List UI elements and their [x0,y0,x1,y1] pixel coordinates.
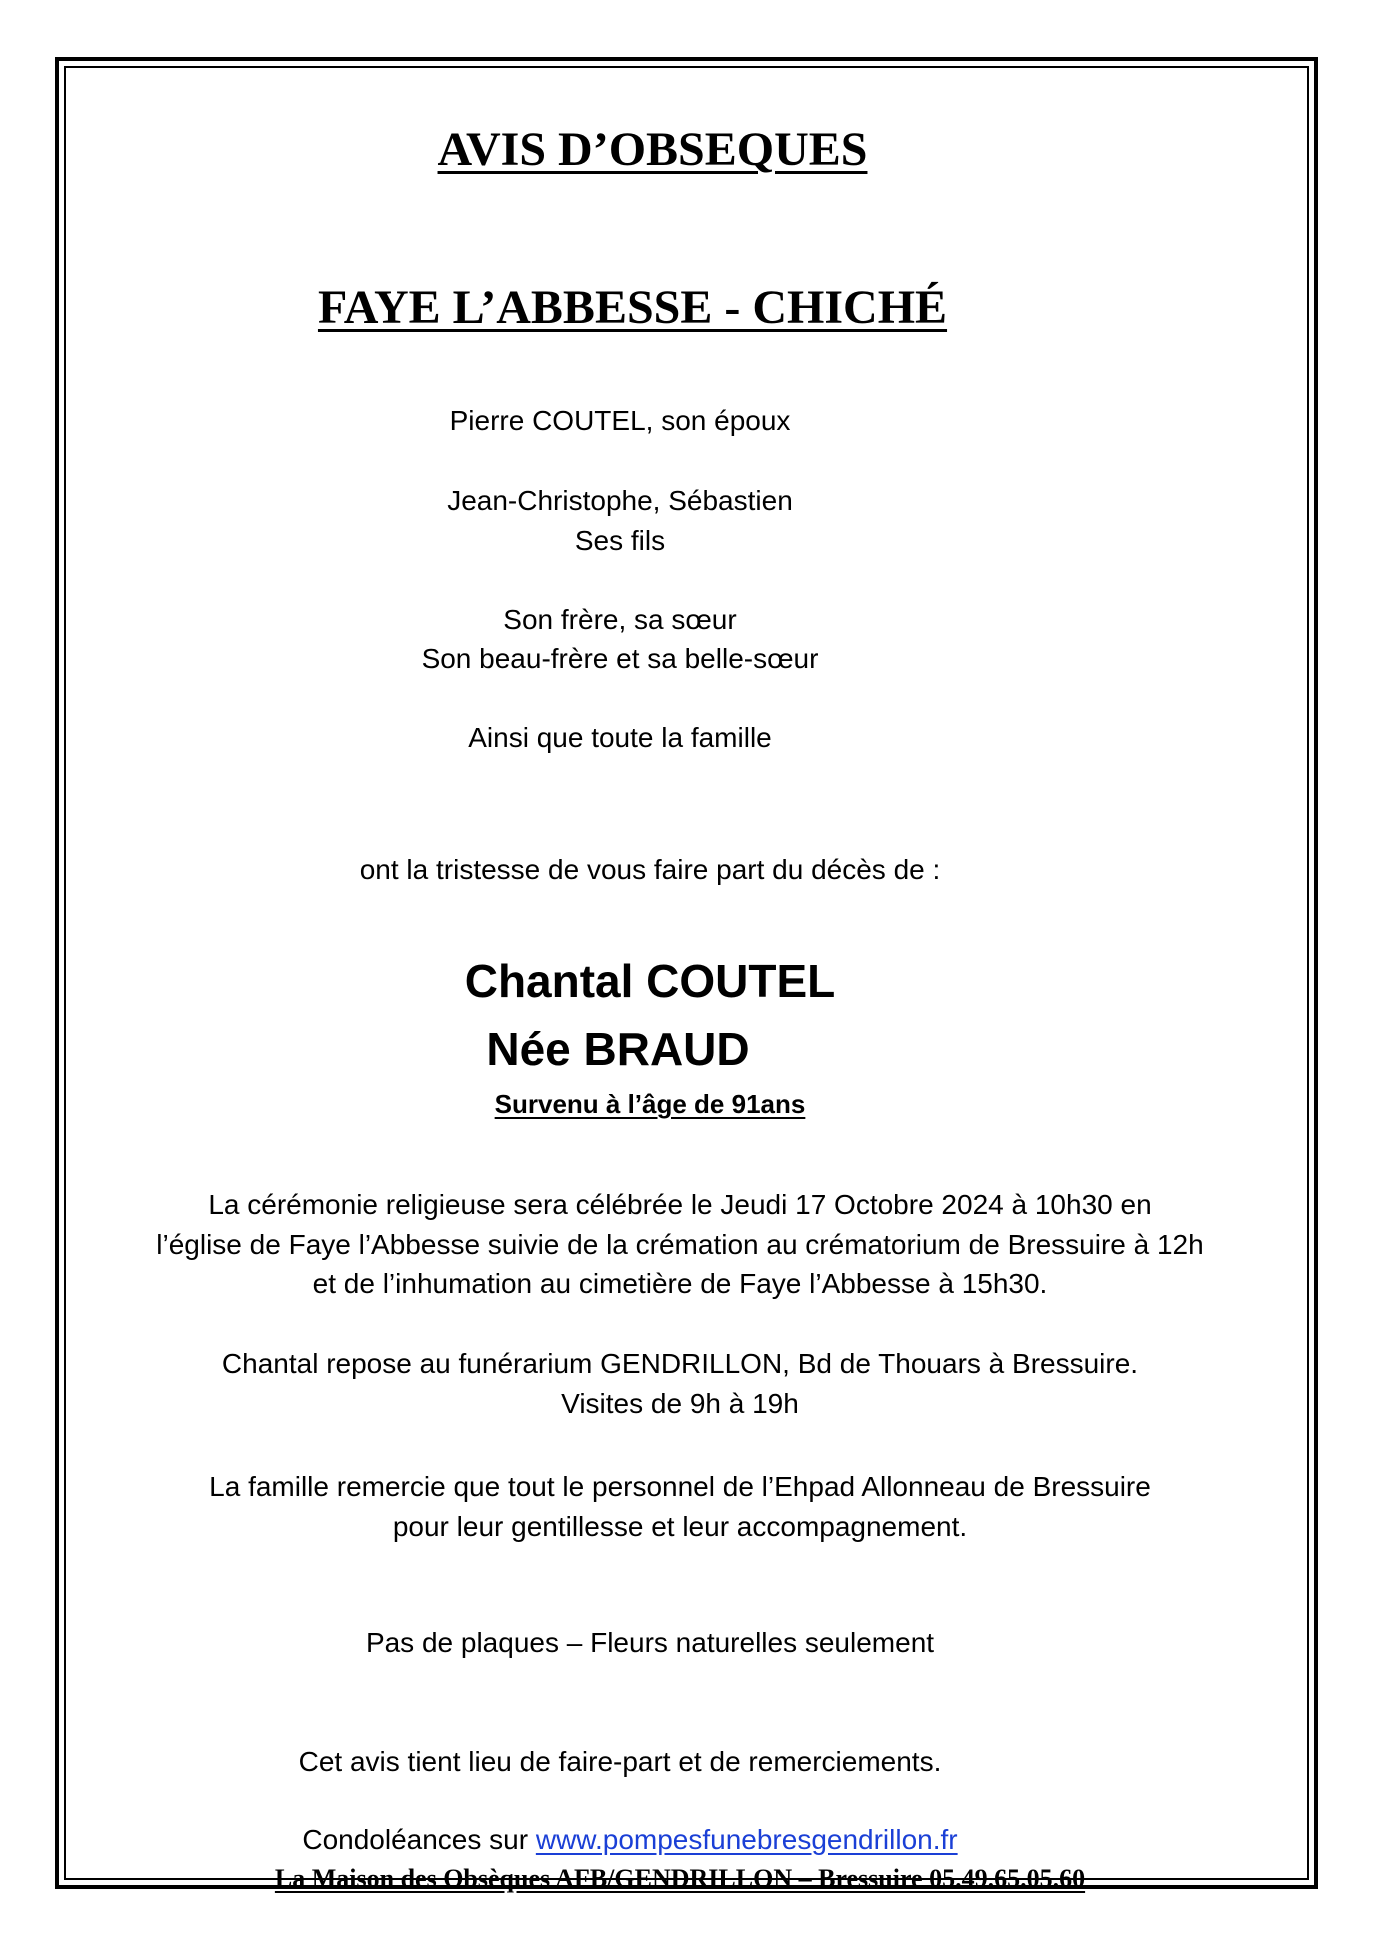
deceased-birth-name: Née BRAUD [486,1023,750,1075]
announcement-text: ont la tristesse de vous faire part du décès de : [359,854,941,885]
location-heading: FAYE L’ABBESSE - CHICHÉ [317,281,948,334]
family-sons-names: Jean-Christophe, Sébastien [447,485,793,516]
deceased-name: Chantal COUTEL [464,955,836,1007]
notice-title: AVIS D’OBSEQUES [437,123,868,176]
family-whole: Ainsi que toute la famille [468,722,772,753]
family-in-laws: Son beau-frère et sa belle-sœur [421,643,819,674]
condolences-label: Condoléances sur [302,1824,536,1855]
condolences-line [180,1820,1080,1860]
thanks-line-2: pour leur gentillesse et leur accompagnement. [392,1511,968,1542]
deceased-age: Survenu à l’âge de 91ans [494,1089,806,1119]
ceremony-line-2: l’église de Faye l’Abbesse suivie de la crémation au crématorium de Bressuire à 12h [156,1229,1204,1260]
ceremony-line-1: La cérémonie religieuse sera célébrée le Jeudi 17 Octobre 2024 à 10h30 en [208,1189,1152,1220]
notice-statement: Cet avis tient lieu de faire-part et de remerciements. [298,1746,942,1777]
ceremony-line-3: et de l’inhumation au cimetière de Faye l’Abbesse à 15h30. [312,1268,1048,1299]
family-siblings: Son frère, sa sœur [503,604,737,635]
condolences-link[interactable]: www.pompesfunebresgendrillon.fr [535,1824,958,1855]
footer-funeral-home: La Maison des Obsèques AFB/GENDRILLON – Bressuire 05.49.65.05.60 [274,1864,1086,1893]
rest-line-2: Visites de 9h à 19h [561,1388,799,1419]
thanks-line-1: La famille remercie que tout le personnel de l’Ehpad Allonneau de Bressuire [209,1471,1151,1502]
family-husband: Pierre COUTEL, son époux [449,405,791,436]
flowers-note: Pas de plaques – Fleurs naturelles seulement [365,1627,935,1658]
rest-line-1: Chantal repose au funérarium GENDRILLON, Bd de Thouars à Bressuire. [221,1348,1139,1379]
family-sons-label: Ses fils [574,525,666,556]
